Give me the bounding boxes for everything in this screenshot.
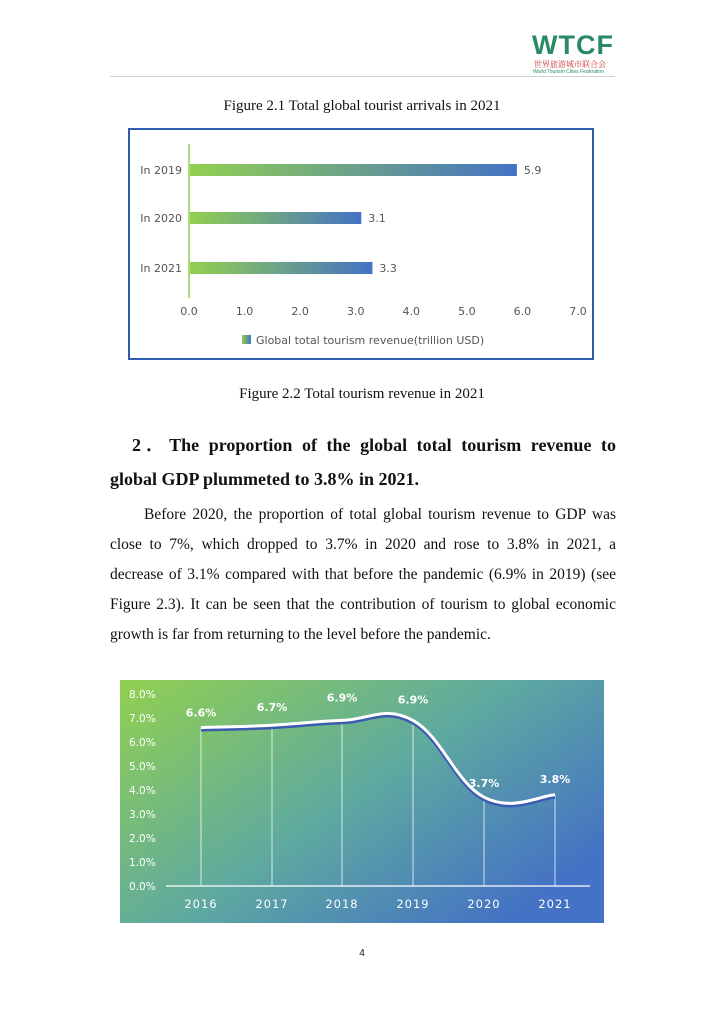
gdp-share-line-chart	[120, 680, 604, 923]
data-label: 3.7%	[468, 777, 500, 791]
gdp-share-line-chart-svg	[120, 680, 604, 923]
x-tick-label: 2.0	[291, 305, 309, 318]
logo-chinese-text: 世界旅游城市联合会	[534, 60, 606, 69]
x-tick-label: 5.0	[458, 305, 476, 318]
legend-swatch	[242, 335, 251, 344]
data-label: 6.9%	[326, 691, 358, 705]
figure-2-2-caption: Figure 2.2 Total tourism revenue in 2021	[239, 386, 485, 402]
body-paragraph-text: Before 2020, the proportion of total global tourism revenue to GDP was close to 7%, which dropped to 3.7% in 2020 and rose to 3.8% in 2021, a decrease of 3.1% compared with that before the pandemic (6.9% in 2019) (see Figure 2.3). It can be seen that the contribution of tourism to global economic growth is far from returning to the level before the pandemic.	[110, 506, 616, 643]
x-tick-label: 6.0	[513, 305, 532, 318]
y-tick-label: 1.0%	[129, 857, 156, 869]
header-divider	[110, 76, 615, 77]
x-tick-label: 2021	[538, 897, 572, 911]
x-tick-label: 2018	[325, 897, 359, 911]
category-label: In 2020	[140, 212, 182, 225]
x-tick-label: 7.0	[569, 305, 587, 318]
logo-english-text: World Tourism Cities Federation	[533, 69, 604, 75]
y-tick-label: 7.0%	[129, 713, 156, 725]
section-heading-line-1: 2．The proportion of the global total tourism revenue to	[132, 435, 616, 455]
x-tick-label: 3.0	[346, 305, 365, 318]
x-tick-label: 2020	[467, 897, 501, 911]
y-tick-label: 3.0%	[129, 809, 156, 821]
y-tick-label: 8.0%	[129, 689, 156, 701]
y-tick-label: 0.0%	[129, 881, 156, 893]
legend-label: Global total tourism revenue(trillion USD)	[256, 334, 485, 347]
category-label: In 2019	[140, 164, 182, 177]
x-tick-label: 2019	[396, 897, 430, 911]
x-tick-label: 2016	[184, 897, 218, 911]
data-label: 3.8%	[539, 772, 571, 786]
x-tick-label: 4.0	[402, 305, 421, 318]
section-heading-line-2: global GDP plummeted to 3.8% in 2021.	[110, 469, 420, 489]
revenue-bar-chart-svg	[130, 130, 592, 358]
bar	[190, 212, 361, 224]
data-label: 6.6%	[185, 706, 217, 720]
x-tick-label: 0.0	[180, 305, 198, 318]
x-tick-label: 1.0	[235, 305, 254, 318]
bar	[190, 262, 372, 274]
data-label: 6.9%	[397, 693, 429, 707]
figure-2-1-caption: Figure 2.1 Total global tourist arrivals in 2021	[223, 98, 501, 114]
y-tick-label: 4.0%	[129, 785, 156, 797]
data-label: 6.7%	[256, 701, 288, 715]
bar	[190, 164, 517, 176]
category-label: In 2021	[140, 262, 182, 275]
x-tick-label: 2017	[255, 897, 289, 911]
body-paragraph	[110, 500, 616, 650]
data-label: 5.9	[523, 164, 542, 177]
page-number: 4	[359, 948, 365, 959]
logo-text: WTCF	[532, 30, 614, 60]
y-tick-label: 2.0%	[129, 833, 156, 845]
data-label: 3.3	[379, 262, 397, 275]
y-tick-label: 5.0%	[129, 761, 156, 773]
data-label: 3.1	[368, 212, 386, 225]
y-tick-label: 6.0%	[129, 737, 156, 749]
revenue-bar-chart	[128, 128, 594, 360]
wtcf-logo	[530, 30, 620, 76]
